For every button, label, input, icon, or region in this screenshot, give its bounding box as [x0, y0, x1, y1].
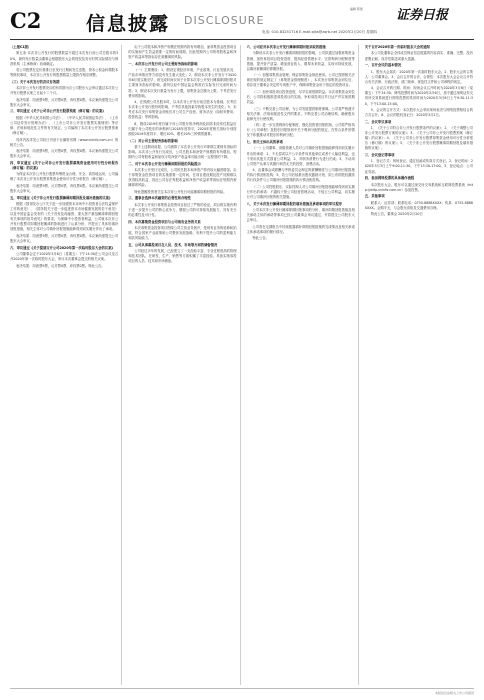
- section-heading: 四、参加网络投票的具体操作流程: [364, 176, 415, 181]
- section-heading: 一、召开会议的基本情况: [364, 63, 402, 68]
- body-paragraph: 由于公司股本和净资产规模在短期内将有所增加，而募集资金投资项目的实施和产生效益需要一定的时间周期，因此短期内公司的每股收益和净资产收益率等指标存在被摊薄的风险。: [128, 45, 237, 60]
- body-paragraph: 根据《中华人民共和国公司法》、《中华人民共和国证券法》、《上市公司证券发行管理办法》、《上市公司非公开发行股票实施细则》等法律、法规和规范性文件的有关规定，公司编制了本次非公开发行股票预案（修订稿）。: [10, 115, 119, 136]
- contact-date-line: 电话: 010-83251716 E-mail:zjbs@zqrb.net 2020年2月20日 星期四: [262, 30, 378, 34]
- section-heading: 关于召开2020年第一次临时股东大会的通知: [364, 45, 430, 49]
- body-paragraph: 4、会议召开的日期、时间：现场会议召开时间为2020年3月6日（星期五）下午14:30；网络投票时间为2020年3月6日，其中通过深圳证券交易所交易系统进行网络投票的具体时间为2020年3月6日上午9:30-11:30，下午13:00-15:00。: [364, 86, 473, 106]
- footer-note: 本版信息由相关上市公司提供: [434, 691, 474, 695]
- text-column: [247, 45, 359, 685]
- section-heading: 五、审议通过《关于非公开发行股票摊薄即期回报及填补措施的议案》: [10, 195, 113, 200]
- body-paragraph: 本次股东大会，股东可以通过深交所交易系统和互联网投票系统（http://wltp.cninfo.com.cn）参加投票。: [364, 182, 473, 192]
- section-heading: （三）关于本次发行的决议有效期: [10, 79, 60, 84]
- body-paragraph: 公司经过多年的发展，已经建立了一支经验丰富、专业化程度高的管理和技术团队，在研发、生产、销售等方面积累了丰富经验，具备实施募投项目的人员、技术和市场储备。: [128, 249, 237, 264]
- body-paragraph: 1、股东大会届次：2020年第一次临时股东大会。2、股东大会的召集人：公司董事会。3、会议召开的合法、合规性：本次股东大会会议召开符合有关法律、行政法规、部门规章、规范性文件和公司章程的规定。: [364, 69, 473, 84]
- body-paragraph: 6、假设2019年度归属于母公司股东的净利润及扣除非经常性损益后归属于母公司股东的净利润与2018年度持平，2020年度相关指标分别按照较2019年度持平、增长10%、增长20%三种情景测算。: [128, 121, 237, 137]
- body-paragraph: 表决结果：同意票9票，反对票0票，弃权票0票。特此公告。: [16, 263, 105, 268]
- body-paragraph: 1、《关于公司符合非公开发行股票条件的议案》；2、《关于调整公司非公开发行股票方案的议案》；3、《关于公司非公开发行股票预案（修订稿）的议案》；4、《关于公司非公开发行股票募集资金使用可行性分析报告（修订稿）的议案》；5、《关于非公开发行股票摊薄即期回报及填补措施的议案》。: [364, 126, 473, 151]
- body-paragraph: 本次非公开发行股票决议的有效期为自公司股东大会审议通过本次非公开发行股票议案之日起十二个月。: [10, 86, 119, 96]
- section-heading: 四、本次募集资金投资项目与公司现有业务的关系: [128, 219, 201, 224]
- body-paragraph: 联系人：证券部；联系电话：0755-8888XXXX；传真：0755-8888XXXX。会期半天，与会股东食宿及交通费用自理。: [364, 200, 473, 210]
- section-heading: 三、审议通过《关于公司非公开发行股票预案（修订稿）的议案》: [10, 109, 106, 114]
- body-paragraph: 本公司及董事会全体成员保证信息披露的内容真实、准确、完整，没有虚假记载、误导性陈述或重大遗漏。: [364, 51, 473, 61]
- section-heading: （上接C1版）: [10, 45, 32, 49]
- body-paragraph: （一）公司董事、高级管理人员对公司填补回报措施能够得到切实履行作出的承诺：1、不无偿或以不公平条件向其他单位或者个人输送利益，也不采用其他方式损害公司利益；2、对职务消费行为进行约束；3、不动用公司资产从事与其履行职责无关的投资、消费活动。: [246, 146, 355, 166]
- body-paragraph: 表决结果：同意票9票，反对票0票，弃权票0票。本议案尚需提交公司股东大会审议。: [10, 149, 119, 159]
- section-title: 信息披露: [86, 13, 171, 35]
- body-paragraph: 公司将在定期报告中持续披露填补即期回报措施的完成情况及相关承诺主体承诺事项的履行情况。: [246, 224, 355, 234]
- section-heading: 六、公司应对本次非公开发行摊薄即期回报采取的措施: [246, 45, 326, 49]
- body-paragraph: 1、登记方式：现场登记、通过信函或传真方式登记。2、登记时间：2020年3月3日上午9:00-11:30，下午13:30-17:00。3、登记地点：公司证券部。: [364, 159, 473, 174]
- section-heading: （二）对公司主要财务指标的影响: [128, 138, 178, 143]
- section-heading: 四、审议通过《关于公司非公开发行股票募集资金使用可行性分析报告（修订稿）的议案》: [10, 160, 119, 170]
- body-paragraph: 表决结果：同意票9票，反对票0票，弃权票0票。本议案尚需提交公司股东大会审议。: [10, 97, 119, 107]
- body-paragraph: （二）公司控股股东、实际控制人对公司填补回报措施能够得到切实履行作出的承诺：不越权干预公司经营管理活动，不侵占公司利益，切实履行对公司填补回报的相关措施。: [246, 184, 355, 200]
- body-paragraph: 表决结果：同意票9票，反对票0票，弃权票0票。本议案尚需提交公司股东大会审议。: [10, 233, 119, 244]
- body-paragraph: 4、在预测公司总股本时，以本次非公开发行前总股本为基础，仅考虑本次非公开发行股份的影响，不考虑其他因素导致股本发生的变化；5、未考虑本次发行募集资金到账后对公司生产经营、财务状况（如财务费用、投资收益）等的影响。: [128, 100, 237, 120]
- body-paragraph: 本次非公开发行募集资金投资项目经过了严格的论证，项目的实施有利于进一步提升公司的核心竞争力，增强公司的可持续发展能力，具有充分的必要性及可行性。: [128, 202, 237, 218]
- body-paragraph: 基于上述假设前提，公司测算了本次非公开发行对即期主要财务指标的影响。本次非公开发行完成后，公司总股本和净资产规模将有所增加，短期内公司每股收益和加权平均净资产收益率可能出现一定程度的下降。: [128, 145, 237, 160]
- body-paragraph: 特此公告。董事会 2020年2月20日: [370, 212, 423, 217]
- body-paragraph: 具体内容详见公司同日刊登于巨潮资讯网（www.cninfo.com.cn）的相关公告。: [10, 137, 119, 147]
- body-paragraph: 特此公告。: [252, 236, 269, 241]
- text-column: [10, 45, 122, 685]
- body-paragraph: 本次募集资金投资项目围绕公司主营业务展开，是现有业务的延伸和拓展，符合国家产业政策和公司整体发展战略，有利于提升公司的盈利能力和抗风险能力。: [128, 226, 237, 241]
- body-paragraph: （二）加快募投项目投资进度，尽早实现预期效益。本次募集资金到位后，公司将积极推进募投项目的实施，争取募投项目早日达产并实现预期效益。: [246, 89, 355, 105]
- section-heading: 五、其他事项: [364, 194, 385, 199]
- section-heading: 二、对于本次非公开发行摊薄即期回报的风险提示: [128, 161, 201, 166]
- section-heading: 五、公司从事募投项目在人员、技术、市场等方面的储备情况: [128, 242, 218, 247]
- body-paragraph: 4、由董事会或薪酬与考核委员会制定的薪酬制度与公司填补回报措施的执行情况相挂钩；5、若公司后续推出股权激励计划，拟公布的股权激励的行权条件与公司填补回报措施的执行情况相挂钩。: [246, 168, 355, 183]
- page-header: [0, 0, 484, 42]
- body-paragraph: （一）加强募集资金管理，保证募集资金规范使用。公司已按照相关法律法规的规定制定了《募集资金管理制度》，本次发行募集资金到位后，将存放于董事会决定的专项账户中，保障募集资金用于指定的投资项目。: [246, 73, 355, 88]
- section-heading: 一、本次非公开发行对公司主要财务指标的影响: [128, 61, 198, 66]
- section-heading: 三、会议登记等事项: [364, 152, 395, 157]
- body-paragraph: 若公司股票在定价基准日至发行日期间发生送股、资本公积金转增股本等除权事项，本次非公开发行的股票数量上限将作相应调整。: [10, 68, 119, 78]
- body-paragraph: 第五条 本次非公开发行的股票数量不超过本次发行前公司总股本的30%，最终发行数量由董事会根据股东大会的授权及发行时的实际情况与保荐机构（主承销商）协商确定。: [10, 51, 119, 66]
- body-paragraph: （三）不断完善公司治理，为公司发展提供制度保障。公司将严格遵守相关法律、法规和规范性文件的要求，不断完善公司治理结构，确保股东能够充分行使权利。: [246, 106, 355, 121]
- newspaper-masthead: 证券日报: [396, 8, 449, 23]
- section-heading: 七、相关主体出具的承诺: [246, 139, 283, 144]
- page-code: C2: [10, 8, 42, 33]
- body-paragraph: 表决结果：同意票9票，反对票0票，弃权票0票。本议案尚需提交公司股东大会审议。: [10, 183, 119, 194]
- header-divider: [10, 39, 474, 40]
- body-paragraph: 根据《国务院办公厅关于进一步加强资本市场中小投资者合法权益保护工作的意见》、《国务院关于进一步促进资本市场健康发展的若干意见》以及中国证监会发布的《关于首发及再融资、重大资产重组摊薄即期回报有关事项的指导意见》的要求，为保障中小投资者利益，公司就本次非公开发行股票对即期回报摊薄的影响进行了认真分析，并提出了具体的填补回报措施，相关主体对公司填补回报措施能够得到切实履行作出了承诺。: [10, 202, 119, 232]
- text-column: [365, 45, 476, 685]
- page-footer: [10, 688, 474, 699]
- body-paragraph: （四）进一步完善利润分配制度，强化投资者回报机制。公司将严格执行《公司章程》及股东回报规划中关于利润分配的规定，在符合条件的情况下积极推动对股东的利润分配。: [246, 123, 355, 138]
- article-columns: [10, 45, 476, 685]
- section-heading: 八、关于本次发行摊薄即期回报的填补措施及承诺事项的审议程序: [246, 201, 343, 206]
- body-paragraph: （一）主要假设：1、假设宏观经济环境、产业政策、行业发展状况、产品市场情况等方面没有发生重大变化；2、假设本次非公开发行于2020年6月底实施完毕，该完成时间仅用于计算本次非公开发行摊薄即期回报对主要财务指标的影响，最终以经中国证监会核准后实际发行完成时间为准；3、假设本次发行数量为发行上限，募集资金总额为上限，不考虑发行费用的影响。: [128, 68, 237, 98]
- editor-info: 编辑 陈凯: [350, 7, 363, 11]
- body-paragraph: 为降低本次非公开发行摊薄即期回报的影响，公司拟通过加强募集资金管理、加快募投项目投资进度、提高经营管理水平、完善利润分配制度等措施，提升资产质量、增加营业收入、增厚未来收益、实现可持续发展，以填补被摊薄的即期回报。: [246, 51, 355, 71]
- body-paragraph: 公司董事会定于2020年3月6日（星期五）下午14:30在公司会议室召开2020年第一次临时股东大会，审议本次董事会提交的相关议案。: [10, 252, 119, 262]
- body-paragraph: 为保证本次非公开发行股票所筹资金合理、安全、高效地运用，公司编制了本次非公开发行股票募集资金使用可行性分析报告（修订稿）。: [10, 172, 119, 182]
- body-paragraph: 本次非公开发行完成后，公司的总股本和净资产将有较大幅度增加。由于募集资金投资项目的实施需要一定时间，在项目建设期及投产初期难以获得较高收益，因此公司存在每股收益和净资产收益率等指标在短期内被摊薄的风险。: [128, 168, 237, 188]
- text-column: [128, 45, 240, 685]
- body-paragraph: 5、会议的召开方式：本次股东大会采用现场表决与网络投票相结合的方式召开。6、会议的股权登记日：2020年3月2日。: [364, 107, 473, 118]
- section-heading: 二、会议审议事项: [364, 119, 392, 124]
- section-heading: 六、审议通过《关于提请召开公司2020年第一次临时股东大会的议案》: [10, 245, 115, 250]
- section-heading: 三、董事会选择本次融资的必要性和合理性: [128, 196, 191, 201]
- body-paragraph: 特此提醒投资者关注本次非公开发行可能摊薄即期回报的风险。: [134, 189, 227, 194]
- body-paragraph: 公司本次非公开发行摊薄即期回报事项的分析、填补即期回报措施及相关承诺主体的承诺等事项已经公司董事会审议通过，并将提交公司股东大会审议。: [246, 208, 355, 223]
- section-english-title: DISCLOSURE: [184, 14, 265, 27]
